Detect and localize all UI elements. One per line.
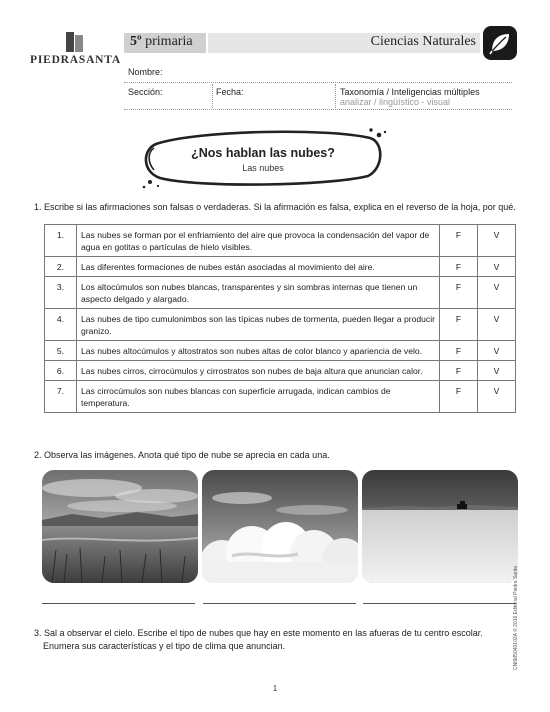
cloud-photo-2 xyxy=(202,470,358,583)
statement-text: Las diferentes formaciones de nubes están asociadas al movimiento del aire. xyxy=(77,257,440,277)
cloud-photo-1 xyxy=(42,470,198,583)
false-option[interactable]: F xyxy=(440,277,478,309)
false-option[interactable]: F xyxy=(440,361,478,381)
cloud-photo-3 xyxy=(362,470,518,583)
statement-number: 2. xyxy=(45,257,77,277)
statement-number: 7. xyxy=(45,381,77,413)
statement-number: 3. xyxy=(45,277,77,309)
statement-text: Los altocúmulos son nubes blancas, transparentes y sin sombras internas que tienen un aspecto delgado y alargado. xyxy=(77,277,440,309)
statement-number: 1. xyxy=(45,225,77,257)
statement-row xyxy=(45,341,516,361)
publisher-logo xyxy=(30,32,120,66)
true-option[interactable]: V xyxy=(478,277,516,309)
statement-row xyxy=(45,225,516,257)
taxonomy-label: Taxonomía / Inteligencias múltiples xyxy=(340,87,480,97)
statement-number: 5. xyxy=(45,341,77,361)
statement-row xyxy=(45,361,516,381)
worksheet-subtitle: Las nubes xyxy=(242,163,284,173)
statement-text: Las nubes cirros, cirrocúmulos y cirrostratos son nubes de baja altura que anuncian calor. xyxy=(77,361,440,381)
question-2-instruction: 2. Observa las imágenes. Anota qué tipo de nube se aprecia en cada una. xyxy=(34,450,330,460)
true-false-table xyxy=(44,224,516,413)
false-option[interactable]: F xyxy=(440,309,478,341)
statement-number: 6. xyxy=(45,361,77,381)
statement-number: 4. xyxy=(45,309,77,341)
name-line[interactable] xyxy=(124,82,512,83)
statement-text: Las cirrocúmulos son nubes blancas con superficie arrugada, indican cambios de temperatura. xyxy=(77,381,440,413)
false-option[interactable]: F xyxy=(440,257,478,277)
copyright-note: CN6M5040102A © 2016 Editorial Piedra Santa xyxy=(513,565,519,670)
statement-row xyxy=(45,309,516,341)
false-option[interactable]: F xyxy=(440,225,478,257)
answer-line-3[interactable] xyxy=(363,603,516,604)
page-number: 1 xyxy=(272,684,278,693)
true-option[interactable]: V xyxy=(478,309,516,341)
statement-row xyxy=(45,257,516,277)
question-3-instruction-cont: Enumera sus características y el tipo de clima que anuncian. xyxy=(43,641,286,651)
statement-row xyxy=(45,381,516,413)
true-option[interactable]: V xyxy=(478,361,516,381)
grade-number: 5º xyxy=(130,34,142,49)
true-option[interactable]: V xyxy=(478,257,516,277)
date-label: Fecha: xyxy=(216,87,244,97)
field-divider xyxy=(212,84,213,108)
true-option[interactable]: V xyxy=(478,381,516,413)
answer-line-1[interactable] xyxy=(42,603,195,604)
name-label: Nombre: xyxy=(128,67,163,77)
false-option[interactable]: F xyxy=(440,341,478,361)
answer-line-2[interactable] xyxy=(203,603,356,604)
true-option[interactable]: V xyxy=(478,341,516,361)
book-icon xyxy=(64,32,86,52)
worksheet-title-banner xyxy=(138,126,388,190)
statement-text: Las nubes altocúmulos y altostratos son nubes altas de color blanco y apariencia de velo. xyxy=(77,341,440,361)
section-line xyxy=(124,109,512,110)
question-3-instruction: 3. Sal a observar el cielo. Escribe el tipo de nubes que hay en este momento en las afueras de tu centro escolar. xyxy=(34,628,483,638)
true-option[interactable]: V xyxy=(478,225,516,257)
field-divider xyxy=(335,84,336,108)
question-1-instruction: 1. Escribe si las afirmaciones son falsas o verdaderas. Si la afirmación es falsa, explica en el reverso de la hoja, por qué. xyxy=(34,202,516,212)
leaf-icon xyxy=(483,26,517,60)
grade-label xyxy=(130,34,193,50)
section-label: Sección: xyxy=(128,87,163,97)
statement-row xyxy=(45,277,516,309)
taxonomy-detail: analizar / lingüístico - visual xyxy=(340,97,451,107)
worksheet-title: ¿Nos hablan las nubes? xyxy=(191,146,335,160)
grade-level: primaria xyxy=(145,34,193,49)
logo-text: PIEDRASANTA xyxy=(30,54,122,66)
false-option[interactable]: F xyxy=(440,381,478,413)
statement-text: Las nubes de tipo cumulonimbos son las típicas nubes de tormenta, pueden llegar a producir granizo. xyxy=(77,309,440,341)
subject-title: Ciencias Naturales xyxy=(370,34,476,49)
statement-text: Las nubes se forman por el enfriamiento del aire que provoca la condensación del vapor de agua en gotitas o partículas de hielo visibles. xyxy=(77,225,440,257)
